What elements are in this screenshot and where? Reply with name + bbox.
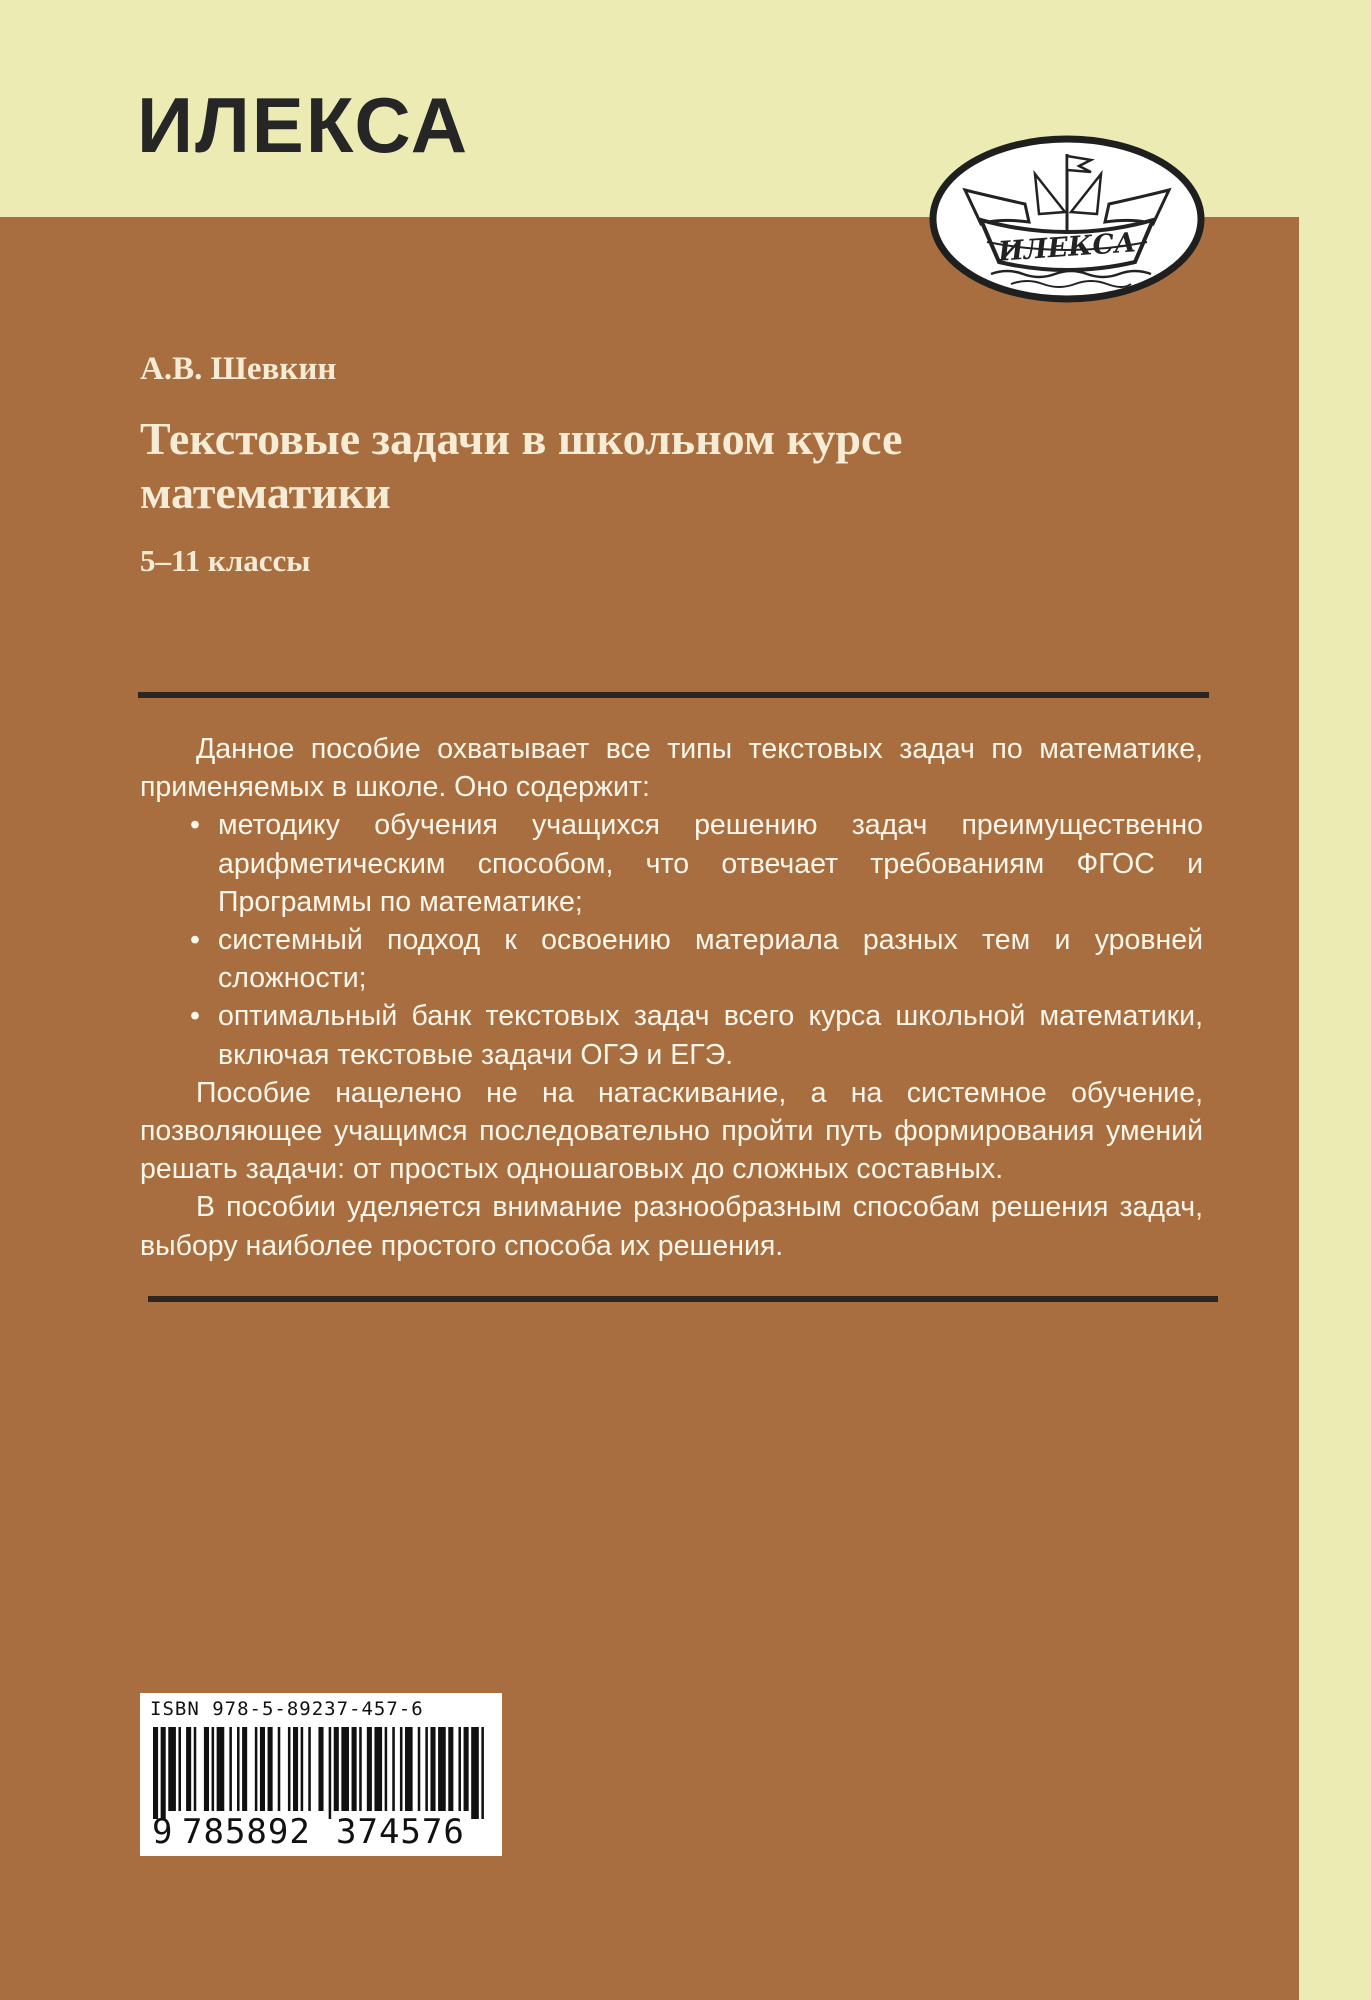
barcode-bar — [204, 1727, 209, 1811]
barcode-bar — [278, 1727, 281, 1811]
barcode-icon — [153, 1727, 489, 1819]
barcode-bar — [161, 1727, 166, 1819]
barcode-bar — [438, 1727, 446, 1811]
isbn-label: ISBN 978-5-89237-457-6 — [150, 1698, 424, 1720]
barcode-bar — [341, 1727, 349, 1811]
barcode-bar — [329, 1727, 332, 1819]
contents-list — [140, 806, 1203, 1073]
barcode-bar — [318, 1727, 323, 1811]
barcode-bar — [481, 1727, 484, 1819]
list-item-text: системный подход к освоению материала разных тем и уровней сложности; — [218, 924, 1203, 995]
book-title: Текстовые задачи в школьном курсе математики — [140, 413, 903, 518]
author-name: А.В. Шевкин — [140, 351, 337, 387]
barcode-bar — [374, 1727, 382, 1811]
barcode-bar — [194, 1727, 197, 1811]
barcode-bar — [464, 1727, 469, 1811]
barcode-bar — [301, 1727, 304, 1811]
barcode-bar — [255, 1727, 258, 1811]
barcode-bar — [385, 1727, 388, 1811]
barcode-bar — [448, 1727, 453, 1811]
barcode-bar — [308, 1727, 311, 1811]
barcode-bar — [418, 1727, 421, 1811]
barcode-bar — [229, 1727, 232, 1811]
publisher-name: ИЛЕКСА — [137, 81, 470, 169]
ean-right-group: 374576 — [336, 1812, 465, 1852]
bullet-icon: • — [190, 924, 200, 957]
ean-left-group: 785892 — [182, 1812, 311, 1852]
barcode-bar — [212, 1727, 215, 1811]
list-item — [140, 921, 1203, 997]
barcode-bar — [425, 1727, 428, 1811]
list-item — [140, 806, 1203, 921]
list-item-text: методику обучения учащихся решению задач преимущественно арифметическим способом, что отвечает требованиям ФГОС и Программы по математике; — [218, 809, 1203, 918]
list-item-text: оптимальный банк текстовых задач всего курса школьной математики, включая текстовые задачи ОГЭ и ЕГЭ. — [218, 1000, 1203, 1071]
ship-logo-icon — [929, 134, 1205, 304]
barcode-bar — [217, 1727, 225, 1811]
barcode-bar — [430, 1727, 435, 1811]
logo-text: ИЛЕКСА — [997, 227, 1138, 268]
barcode-bar — [352, 1727, 357, 1811]
barcode-bar — [392, 1727, 395, 1811]
barcode-bar — [334, 1727, 339, 1811]
barcode-bar — [458, 1727, 461, 1811]
description-paragraph-2: Пособие нацелено не на натаскивание, а на системное обучение, позволяющее учащимся последовательно пройти путь формирования умений решать задачи: от простых одношаговых до сложных составных. — [140, 1076, 1203, 1186]
bullet-icon: • — [190, 809, 200, 842]
isbn-barcode-box — [140, 1693, 502, 1856]
barcode-bar — [168, 1727, 176, 1811]
grade-range: 5–11 классы — [140, 543, 311, 578]
barcode-bar — [471, 1727, 479, 1819]
barcode-bar — [367, 1727, 372, 1811]
barcode-bar — [153, 1727, 158, 1819]
barcode-bar — [237, 1727, 240, 1811]
barcode-bar — [359, 1727, 362, 1811]
bullet-icon: • — [190, 1000, 200, 1033]
barcode-bar — [293, 1727, 298, 1811]
ean-first-digit: 9 — [152, 1812, 173, 1852]
description-paragraph-3: В пособии уделяется внимание разнообразным способам решения задач, выбору наиболее простого способа их решения. — [140, 1191, 1203, 1262]
bottom-divider — [148, 1296, 1218, 1302]
barcode-bar — [186, 1727, 191, 1811]
barcode-bar — [268, 1727, 273, 1811]
barcode-bar — [242, 1727, 247, 1811]
barcode-bar — [260, 1727, 265, 1811]
barcode-bar — [405, 1727, 413, 1811]
barcode-bar — [400, 1727, 403, 1811]
barcode-bar — [178, 1727, 181, 1811]
top-divider — [138, 692, 1209, 698]
description — [140, 730, 1203, 1265]
barcode-bar — [288, 1727, 291, 1811]
list-item — [140, 997, 1203, 1073]
description-intro: Данное пособие охватывает все типы текстовых задач по математике, применяемых в школе. Оно содержит: — [140, 733, 1203, 804]
